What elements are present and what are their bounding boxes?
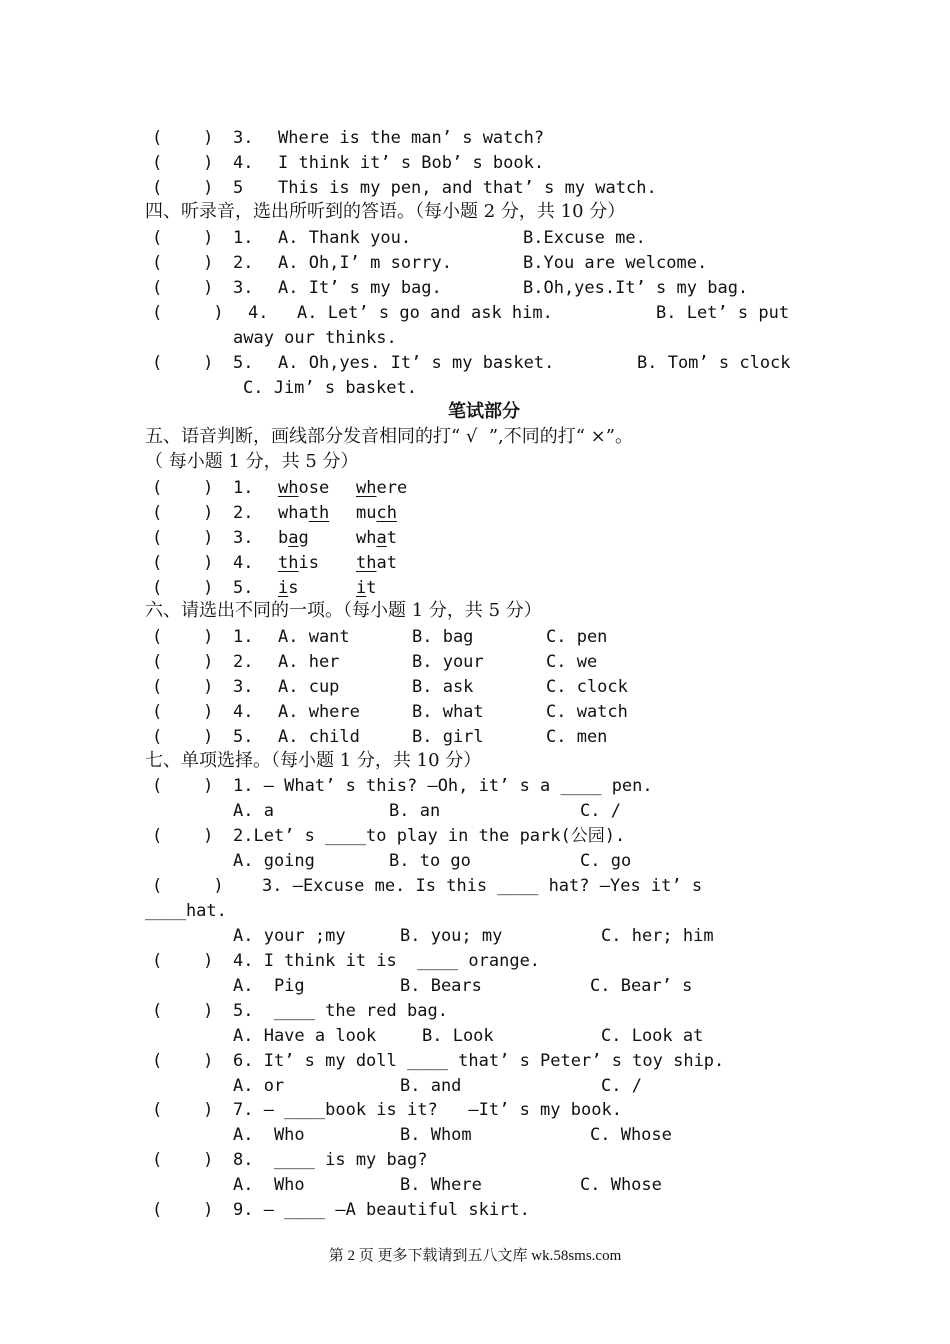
option-c: C. Look at [601,1026,704,1046]
phonics-word-2: that [356,553,397,573]
question-number: 5. [233,353,254,373]
question-text: 1. — What’ s this? —Oh, it’ s a ____ pen. [233,776,653,796]
option-a: A. cup [278,677,340,697]
phonics-word-2: much [356,503,397,523]
section-heading: 六、请选出不同的一项。（每小题 1 分，共 5 分） [145,600,542,621]
option-b: B.Oh,yes.It’ s my bag. [523,278,749,298]
option-a: A. Pig [233,976,305,996]
question-number: 4. [248,303,269,323]
page-footer: 第 2 页 更多下载请到五八文库 wk.58sms.com [328,1248,622,1264]
question-text: 9. — ____ —A beautiful skirt. [233,1200,530,1220]
option-b-continued: away our thinks. [233,328,397,348]
question-text: Where is the man’ s watch? [278,128,545,148]
option-a: A. where [278,702,360,722]
question-text: 7. — ____book is it? —It’ s my book. [233,1100,622,1120]
answer-bracket: ( ) [152,727,214,747]
option-a: A. Who [233,1125,305,1145]
option-b: B. Bears [400,976,482,996]
answer-bracket: ( ) [152,876,224,896]
answer-bracket: ( ) [152,702,214,722]
question-text: I think it’ s Bob’ s book. [278,153,545,173]
answer-bracket: ( ) [152,1001,214,1021]
option-b: B. Look [422,1026,494,1046]
option-a: A. want [278,627,350,647]
question-number: 2. [233,503,254,523]
option-b: B.You are welcome. [523,253,708,273]
section-heading: 七、单项选择。（每小题 1 分，共 10 分） [145,750,482,771]
answer-bracket: ( ) [152,353,214,373]
option-a: A. It’ s my bag. [278,278,442,298]
question-number: 5. [233,727,254,747]
option-b: B. you; my [400,926,503,946]
option-c: C. Bear’ s [590,976,693,996]
option-a: A. Oh,yes. It’ s my basket. [278,353,555,373]
answer-bracket: ( ) [152,578,214,598]
question-text: This is my pen, and that’ s my watch. [278,178,657,198]
underlined-letters: th [278,553,299,573]
answer-bracket: ( ) [152,627,214,647]
option-b: B. Let’ s put [656,303,790,323]
option-a: A. Let’ s go and ask him. [297,303,553,323]
answer-bracket: ( ) [152,528,214,548]
question-number: 3. [233,677,254,697]
option-b: B. what [412,702,484,722]
question-number: 2. [233,652,254,672]
section-heading: 五、语音判断，画线部分发音相同的打“ √ ”,不同的打“ ×”。 [145,426,633,447]
question-text: 3. —Excuse me. Is this ____ hat? —Yes it’ s [262,876,703,896]
underlined-letters: th [356,553,377,573]
question-number: 4. [233,702,254,722]
option-c: C. Jim’ s basket. [243,378,417,398]
question-number: 1. [233,228,254,248]
answer-bracket: ( ) [152,228,214,248]
option-c: C. Whose [590,1125,672,1145]
phonics-word-2: it [356,578,377,598]
option-b: B. an [389,801,441,821]
question-text: 8. ____ is my bag? [233,1150,428,1170]
question-text-continued: ____hat. [145,901,227,921]
option-c: C. clock [546,677,628,697]
option-c: C. her; him [601,926,714,946]
option-c: C. go [580,851,632,871]
question-number: 3. [233,278,254,298]
question-text: 6. It’ s my doll ____ that’ s Peter’ s toy ship. [233,1051,725,1071]
question-number: 3. [233,128,254,148]
option-c: C. Whose [580,1175,662,1195]
underlined-letters: a [288,528,299,548]
section-subheading: （ 每小题 1 分，共 5 分） [145,451,359,472]
part-title: 笔试部分 [448,401,520,422]
answer-bracket: ( ) [152,951,214,971]
option-b: B. and [400,1076,462,1096]
answer-bracket: ( ) [152,1200,214,1220]
underlined-letters: wh [278,478,299,498]
phonics-word-1: this [278,553,319,573]
option-a: A. your ;my [233,926,346,946]
option-a: A. Oh,I’ m sorry. [278,253,452,273]
answer-bracket: ( ) [152,826,214,846]
answer-bracket: ( ) [152,178,214,198]
answer-bracket: ( ) [152,776,214,796]
question-number: 1. [233,627,254,647]
question-number: 5 [233,178,244,198]
underlined-letters: wh [356,478,377,498]
answer-bracket: ( ) [152,503,214,523]
answer-bracket: ( ) [152,253,214,273]
option-a: A. child [278,727,360,747]
answer-bracket: ( ) [152,652,214,672]
phonics-word-1: whath [278,503,330,523]
underlined-letters: th [308,503,330,523]
option-a: A. Have a look [233,1026,377,1046]
answer-bracket: ( ) [152,153,214,173]
underlined-letters: a [376,528,387,548]
option-b: B. Whom [400,1125,472,1145]
phonics-word-1: bag [278,528,309,548]
option-c: C. / [580,801,621,821]
phonics-word-2: what [356,528,397,548]
option-b: B.Excuse me. [523,228,646,248]
question-number: 4. [233,553,254,573]
option-c: C. watch [546,702,628,722]
answer-bracket: ( ) [152,278,214,298]
phonics-word-1: whose [278,478,330,498]
option-b: B. girl [412,727,484,747]
answer-bracket: ( ) [152,553,214,573]
question-number: 1. [233,478,254,498]
option-b: B. bag [412,627,474,647]
answer-bracket: ( ) [152,303,224,323]
option-c: C. we [546,652,598,672]
option-b: B. ask [412,677,474,697]
answer-bracket: ( ) [152,1150,214,1170]
option-a: A. a [233,801,274,821]
option-b: B. Where [400,1175,482,1195]
question-text: 2.Let’ s ____to play in the park(公园). [233,826,626,846]
answer-bracket: ( ) [152,128,214,148]
question-text: 5. ____ the red bag. [233,1001,448,1021]
option-a: A. Who [233,1175,305,1195]
option-b: B. to go [389,851,471,871]
answer-bracket: ( ) [152,1100,214,1120]
underlined-letters: i [356,578,367,598]
phonics-word-1: is [278,578,299,598]
underlined-letters: i [278,578,289,598]
option-c: C. / [601,1076,642,1096]
option-a: A. going [233,851,315,871]
option-c: C. pen [546,627,608,647]
option-a: A. Thank you. [278,228,412,248]
answer-bracket: ( ) [152,677,214,697]
option-c: C. men [546,727,608,747]
question-text: 4. I think it is ____ orange. [233,951,541,971]
question-number: 5. [233,578,254,598]
underlined-letters: ch [376,503,397,523]
option-a: A. her [278,652,340,672]
option-b: B. your [412,652,484,672]
option-a: A. or [233,1076,285,1096]
answer-bracket: ( ) [152,1051,214,1071]
question-number: 2. [233,253,254,273]
section-heading: 四、听录音，选出所听到的答语。（每小题 2 分，共 10 分） [145,201,626,222]
answer-bracket: ( ) [152,478,214,498]
option-b: B. Tom’ s clock [637,353,791,373]
question-number: 3. [233,528,254,548]
question-number: 4. [233,153,254,173]
phonics-word-2: where [356,478,408,498]
